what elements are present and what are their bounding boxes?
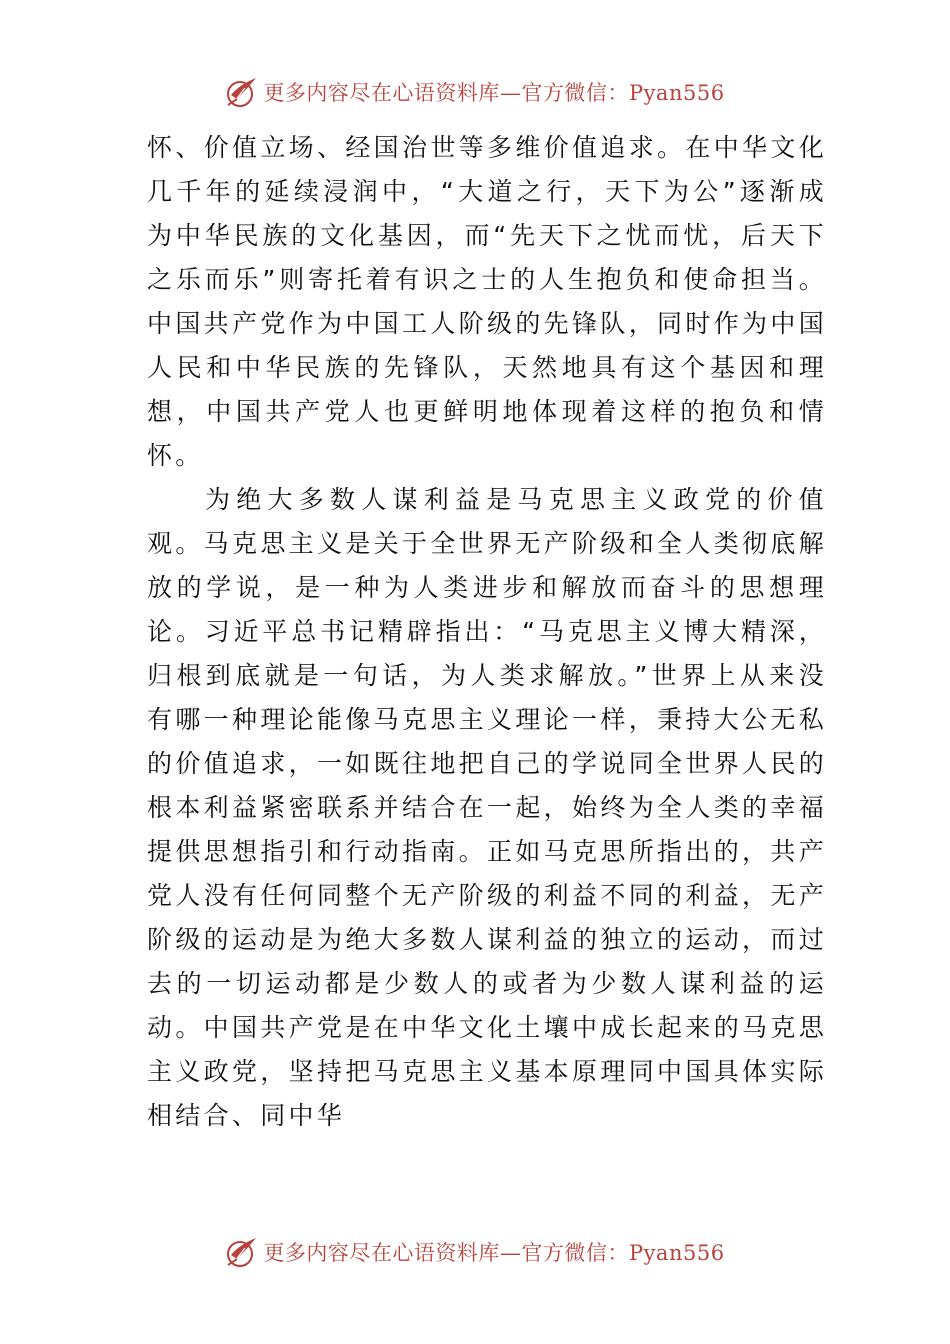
paragraph-2: 为绝大多数人谋利益是马克思主义政党的价值观。马克思主义是关于全世界无产阶级和全人类彻底解放的学说，是一种为人类进步和解放而奋斗的思想理论。习近平总书记精辟指出：“马克思主义博大精深，归根到底就是一句话，为人类求解放。”世界上从来没有哪一种理论能像马克思主义理论一样，秉持大公无私的价值追求，一如既往地把自己的学说同全世界人民的根本利益紧密联系并结合在一起，始终为全人类的幸福提供思想指引和行动指南。正如马克思所指出的，共产党人没有任何同整个无产阶级的利益不同的利益，无产阶级的运动是为绝大多数人谋利益的独立的运动，而过去的一切运动都是少数人的或者为少数人谋利益的运动。中国共产党是在中华文化土壤中成长起来的马克思主义政党，坚持把马克思主义基本原理同中国具体实际相结合、同中华: [147, 485, 827, 1130]
footer-site-text: 更多内容尽在心语资料库: [263, 1241, 500, 1265]
quill-pen-logo-icon: [225, 75, 259, 109]
page-header-banner: [0, 72, 950, 112]
header-wechat-id: Pyan556: [628, 81, 725, 105]
header-site-text: 更多内容尽在心语资料库: [263, 81, 500, 105]
footer-wechat-id: Pyan556: [628, 1241, 725, 1265]
footer-banner-text: [263, 1237, 724, 1267]
header-wechat-label: 官方微信：: [521, 81, 629, 105]
footer-wechat-label: 官方微信：: [521, 1241, 629, 1265]
paragraph-1-block: [147, 126, 827, 478]
page-footer-banner: [0, 1232, 950, 1272]
quill-pen-logo-icon: [225, 1235, 259, 1269]
footer-dash: —: [499, 1241, 522, 1265]
header-banner-text: [263, 77, 724, 107]
paragraph-2-block: [147, 478, 827, 1138]
header-dash: —: [499, 81, 522, 105]
paragraph-1: 怀、价值立场、经国治世等多维价值追求。在中华文化几千年的延续浸润中，“大道之行，天下为公”逐渐成为中华民族的文化基因，而“先天下之忧而忧，后天下之乐而乐”则寄托着有识之士的人生抱负和使命担当。中国共产党作为中国工人阶级的先锋队，同时作为中国人民和中华民族的先锋队，天然地具有这个基因和理想，中国共产党人也更鲜明地体现着这样的抱负和情怀。: [147, 133, 827, 470]
